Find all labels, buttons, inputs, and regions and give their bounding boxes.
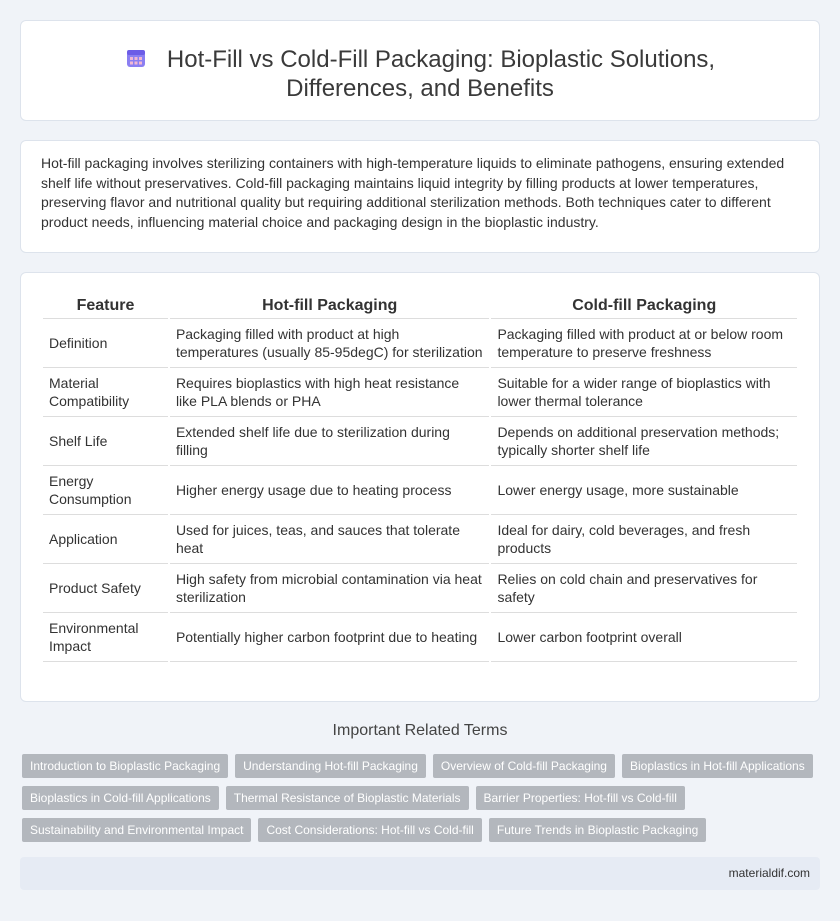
row-feature: Definition	[43, 319, 168, 368]
row-feature: Material Compatibility	[43, 368, 168, 417]
row-hot-fill: Used for juices, teas, and sauces that tolerate heat	[170, 515, 490, 564]
row-hot-fill: Extended shelf life due to sterilization during filling	[170, 417, 490, 466]
row-hot-fill: Requires bioplastics with high heat resistance like PLA blends or PHA	[170, 368, 490, 417]
title-card	[20, 20, 820, 121]
page-title-text: Hot-Fill vs Cold-Fill Packaging: Bioplastic Solutions, Differences, and Benefits	[166, 46, 716, 102]
related-term-tag[interactable]: Sustainability and Environmental Impact	[22, 818, 251, 842]
intro-card	[20, 140, 820, 253]
row-hot-fill: Potentially higher carbon footprint due to heating	[170, 613, 490, 662]
row-hot-fill: High safety from microbial contamination via heat sterilization	[170, 564, 490, 613]
table-row	[43, 515, 797, 564]
related-term-tag[interactable]: Future Trends in Bioplastic Packaging	[489, 818, 706, 842]
related-term-tag[interactable]: Understanding Hot-fill Packaging	[235, 754, 426, 778]
row-cold-fill: Packaging filled with product at or below room temperature to preserve freshness	[491, 319, 797, 368]
footer-bar	[20, 857, 820, 890]
row-feature: Energy Consumption	[43, 466, 168, 515]
page-title	[61, 45, 779, 103]
comparison-table	[41, 294, 799, 662]
header-feature: Feature	[43, 294, 168, 319]
row-hot-fill: Packaging filled with product at high temperatures (usually 85-95degC) for sterilization	[170, 319, 490, 368]
row-cold-fill: Depends on additional preservation methods; typically shorter shelf life	[491, 417, 797, 466]
related-terms-list	[22, 754, 822, 842]
table-row	[43, 564, 797, 613]
table-row	[43, 466, 797, 515]
row-cold-fill: Lower carbon footprint overall	[491, 613, 797, 662]
row-hot-fill: Higher energy usage due to heating process	[170, 466, 490, 515]
calendar-icon	[125, 47, 147, 69]
row-cold-fill: Ideal for dairy, cold beverages, and fresh products	[491, 515, 797, 564]
related-term-tag[interactable]: Bioplastics in Cold-fill Applications	[22, 786, 219, 810]
related-term-tag[interactable]: Cost Considerations: Hot-fill vs Cold-fill	[258, 818, 481, 842]
row-cold-fill: Suitable for a wider range of bioplastics with lower thermal tolerance	[491, 368, 797, 417]
related-term-tag[interactable]: Overview of Cold-fill Packaging	[433, 754, 615, 778]
related-term-tag[interactable]: Introduction to Bioplastic Packaging	[22, 754, 228, 778]
footer-site-link[interactable]: materialdif.com	[728, 866, 810, 880]
header-cold-fill: Cold-fill Packaging	[491, 294, 797, 319]
row-feature: Environmental Impact	[43, 613, 168, 662]
table-row	[43, 613, 797, 662]
row-cold-fill: Lower energy usage, more sustainable	[491, 466, 797, 515]
related-terms-heading: Important Related Terms	[332, 722, 508, 739]
table-row	[43, 319, 797, 368]
table-row	[43, 417, 797, 466]
table-row	[43, 368, 797, 417]
comparison-card	[20, 272, 820, 702]
table-header-row	[43, 294, 797, 319]
row-feature: Shelf Life	[43, 417, 168, 466]
related-term-tag[interactable]: Barrier Properties: Hot-fill vs Cold-fill	[476, 786, 685, 810]
row-feature: Application	[43, 515, 168, 564]
header-hot-fill: Hot-fill Packaging	[170, 294, 490, 319]
intro-paragraph: Hot-fill packaging involves sterilizing containers with high-temperature liquids to eliminate pathogens, ensuring extended shelf life without preservatives. Cold-fill packaging maintains liquid integrity by filling products at lower temperatures, preserving flavor and nutritional quality but requiring additional sterilization methods. Both techniques cater to different product needs, influencing material choice and packaging design in the bioplastic industry.	[41, 155, 785, 230]
row-feature: Product Safety	[43, 564, 168, 613]
row-cold-fill: Relies on cold chain and preservatives for safety	[491, 564, 797, 613]
related-term-tag[interactable]: Thermal Resistance of Bioplastic Materials	[226, 786, 469, 810]
related-term-tag[interactable]: Bioplastics in Hot-fill Applications	[622, 754, 813, 778]
